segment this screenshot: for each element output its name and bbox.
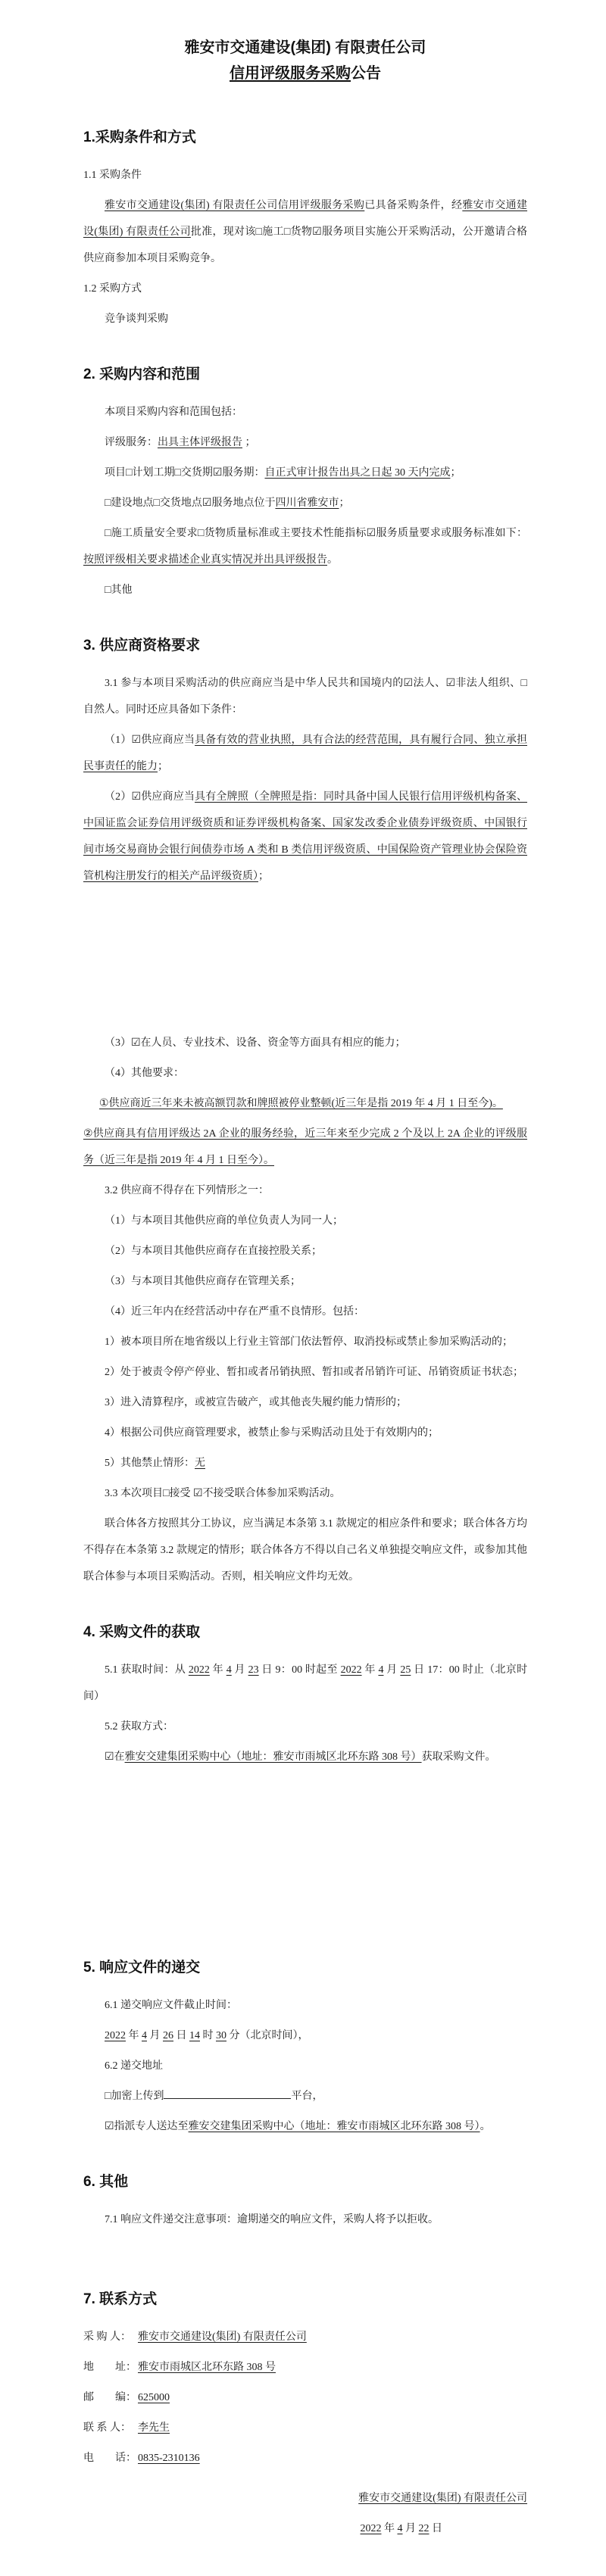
para-3-2-item-3: （3）与本项目其他供应商存在管理关系； — [105, 1276, 301, 1287]
contact-phone-value: 0835-2310136 — [138, 2453, 200, 2464]
para-service-location: □建设地点□交货地点☑服务地点位于四川省雅安市； — [105, 497, 350, 509]
section-6-heading: 6. 其他 — [83, 2174, 129, 2190]
contact-person-value: 李先生 — [138, 2422, 170, 2434]
para-procurement-conditions: 雅安市交通建设(集团) 有限责任公司信用评级服务采购已具备采购条件，经雅安市交通建设(集团) 有限责任公司批准，现对该□施工□货物☑服务项目实施公开采购活动，公开邀请合格供应商参加本项目采购竞争。 — [83, 200, 528, 264]
para-3-1-item-2: （2）☑供应商应当具有全牌照（全牌照是指：同时具备中国人民银行信用评级机构备案、中国证监会证券信用评级资质和证券评级机构备案、国家发改委企业债券评级资质、中国银行间市场交易商协会银行间债券市场 A 类和 B 类信用评级资质、中国保险资产管理业协会保险资管机构注册发行的相关产品评级资质）； — [83, 791, 527, 882]
contact-address-label: 地 址： — [83, 2362, 136, 2373]
contact-person — [83, 2415, 527, 2441]
contact-person-label: 联 系 人： — [83, 2422, 131, 2434]
section-1-heading: 1.采购条件和方式 — [83, 129, 196, 145]
sub-1-2-label: 1.2 采购方式 — [83, 283, 142, 295]
contact-phone-label: 电 话： — [83, 2453, 136, 2464]
contact-postcode — [83, 2384, 527, 2411]
para-3-1-item-4: （4）其他要求： — [105, 1068, 184, 1079]
section-5-heading: 5. 响应文件的递交 — [83, 1960, 201, 1976]
para-quality-requirements: □施工质量安全要求□货物质量标准或主要技术性能指标☑服务质量要求或服务标准如下：按照评级相关要求描述企业真实情况并出具评级报告。 — [83, 528, 527, 566]
para-consortium-rules: 联合体各方按照其分工协议，应当满足本条第 3.1 款规定的相应条件和要求；联合体各方均不得存在本条第 3.2 款规定的情形；联合体各方不得以自己名义单独提交响应文件，或参加其他联合体参与本项目采购活动。否则，相关响应文件均无效。 — [83, 1518, 527, 1583]
section-7-heading: 7. 联系方式 — [83, 2291, 158, 2307]
signature-date: 2022 年 4 月 22 日 — [360, 2523, 442, 2534]
para-3-1-item-1: （1）☑供应商应当具备有效的营业执照，具有合法的经营范围，具有履行合同、独立承担民事责任的能力； — [83, 734, 527, 772]
para-submission-deadline: 2022 年 4 月 26 日 14 时 30 分（北京时间）， — [105, 2030, 309, 2041]
para-rating-service: 评级服务：出具主体评级报告 ； — [105, 437, 256, 448]
contact-phone — [83, 2445, 527, 2472]
para-obtain-time: 5.1 获取时间：从 2022 年 4 月 23 日 9：00 时起至 2022 年 4 月 25 日 17：00 时止（北京时间） — [83, 1664, 528, 1702]
doc-title-line2: 信用评级服务采购公告 — [230, 65, 381, 82]
section-3-heading: 3. 供应商资格要求 — [83, 638, 201, 653]
page-break-gap-2 — [83, 1774, 527, 1926]
para-3-2-sub-5: 5）其他禁止情形：无 — [105, 1458, 205, 1469]
contact-purchaser-value: 雅安市交通建设(集团) 有限责任公司 — [138, 2331, 307, 2343]
contact-postcode-value: 625000 — [138, 2392, 170, 2403]
para-upload-option: □加密上传到 平台， — [83, 2083, 527, 2110]
para-3-2-sub-1: 1）被本项目所在地省级以上行业主管部门依法暂停、取消投标或禁止参加采购活动的； — [105, 1336, 513, 1348]
para-other-checkbox: □其他 — [105, 585, 133, 596]
para-3-2-intro: 3.2 供应商不得存在下列情形之一： — [105, 1185, 269, 1196]
signature-company: 雅安市交通建设(集团) 有限责任公司 — [358, 2493, 527, 2504]
contact-address-value: 雅安市雨城区北环东路 308 号 — [138, 2362, 276, 2373]
para-service-period: 项目□计划工期□交货期☑服务期：自正式审计报告出具之日起 30 天内完成； — [105, 467, 461, 479]
para-delivery-option: ☑指派专人送达至雅安交建集团采购中心（地址：雅安市雨城区北环东路 308 号）。 — [105, 2121, 491, 2132]
para-submission-address-label: 6.2 递交地址 — [105, 2060, 163, 2072]
para-other-req-2: ②供应商具有信用评级达 2A 企业的服务经验，近三年来至少完成 2 个及以上 2A 企业的评级服务（近三年是指 2019 年 4 月 1 日至今）。 — [83, 1128, 527, 1166]
contact-address — [83, 2354, 527, 2381]
sub-1-1-label: 1.1 采购条件 — [83, 170, 142, 181]
para-submission-deadline-label: 6.1 递交响应文件截止时间： — [105, 2000, 237, 2011]
para-3-2-item-2: （2）与本项目其他供应商存在直接控股关系； — [105, 1246, 322, 1257]
doc-title-line1: 雅安市交通建设(集团) 有限责任公司 — [184, 39, 426, 56]
para-3-3-consortium: 3.3 本次项目□接受 ☑不接受联合体参加采购活动。 — [105, 1488, 341, 1499]
para-obtain-method-label: 5.2 获取方式： — [105, 1721, 173, 1732]
para-3-2-item-4: （4）近三年内在经营活动中存在严重不良情形。包括： — [105, 1306, 364, 1318]
contact-purchaser-label: 采 购 人： — [83, 2331, 131, 2343]
para-3-2-sub-2: 2）处于被责令停产停业、暂扣或者吊销执照、暂扣或者吊销许可证、吊销资质证书状态； — [105, 1367, 523, 1378]
document-title-block — [83, 35, 527, 86]
para-procurement-method: 竞争谈判采购 — [105, 313, 168, 325]
page-break-gap-1 — [83, 893, 527, 1030]
signature-block — [83, 2485, 527, 2542]
contact-postcode-label: 邮 编： — [83, 2392, 136, 2403]
para-3-1-supplier-type: 3.1 参与本项目采购活动的供应商应当是中华人民共和国境内的☑法人、☑非法人组织、□自然人。同时还应具备如下条件： — [83, 678, 527, 716]
para-3-2-item-1: （1）与本项目其他供应商的单位负责人为同一人； — [105, 1215, 343, 1227]
section-2-heading: 2. 采购内容和范围 — [83, 366, 201, 382]
para-3-2-sub-4: 4）根据公司供应商管理要求，被禁止参与采购活动且处于有效期内的； — [105, 1427, 439, 1439]
para-3-2-sub-3: 3）进入清算程序，或被宣告破产，或其他丧失履约能力情形的； — [105, 1397, 407, 1408]
para-obtain-method: ☑在雅安交建集团采购中心（地址：雅安市雨城区北环东路 308 号）获取采购文件。 — [105, 1751, 496, 1763]
para-other-req-1: ①供应商近三年来未被高额罚款和牌照被停业整顿(近三年是指 2019 年 4 月 1 日至今)。 — [99, 1098, 503, 1109]
contact-purchaser — [83, 2324, 527, 2350]
section-4-heading: 4. 采购文件的获取 — [83, 1624, 201, 1640]
para-3-1-item-3: （3）☑在人员、专业技术、设备、资金等方面具有相应的能力； — [105, 1037, 406, 1049]
para-late-submission-note: 7.1 响应文件递交注意事项：逾期递交的响应文件，采购人将予以拒收。 — [105, 2214, 439, 2225]
para-scope-intro: 本项目采购内容和范围包括： — [105, 407, 242, 418]
